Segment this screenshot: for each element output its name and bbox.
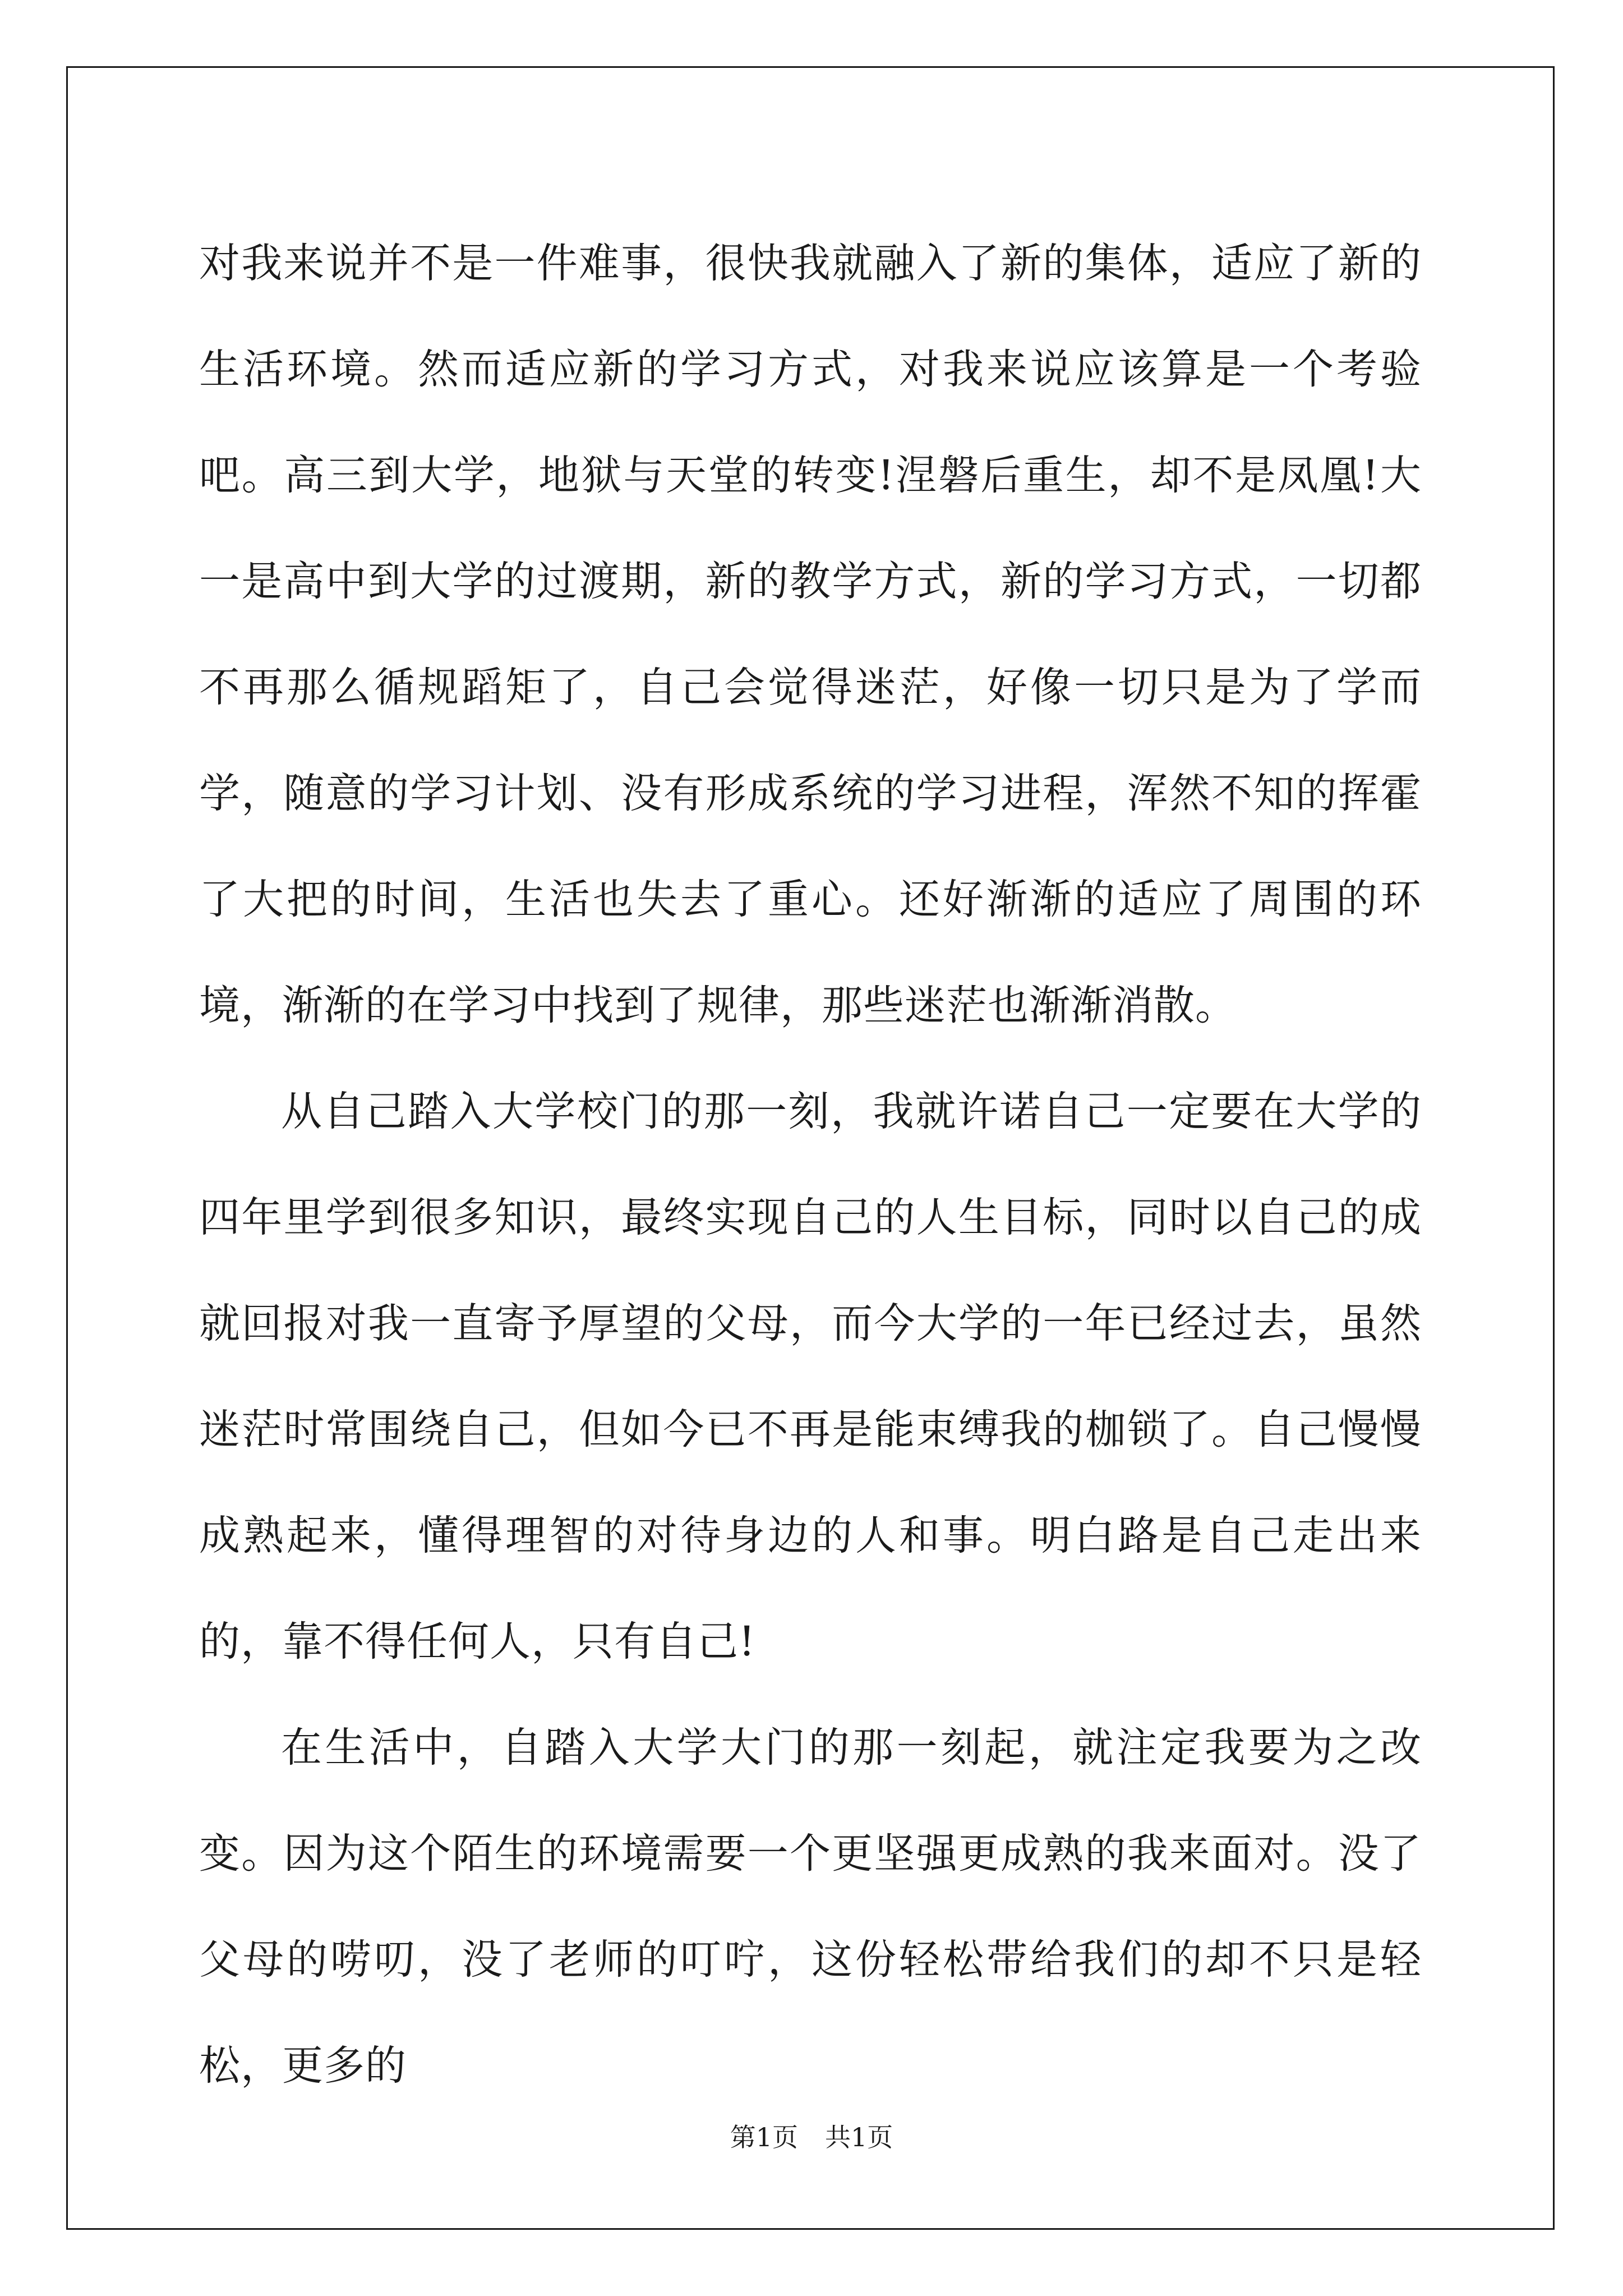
paragraph-3: 在生活中，自踏入大学大门的那一刻起，就注定我要为之改变。因为这个陌生的环境需要一个更坚强更成熟的我来面对。没了父母的唠叨，没了老师的叮咛，这份轻松带给我们的却不只是轻松，更多的 [199,1724,1422,2090]
page-footer [0,2120,1623,2154]
paragraph-2: 从自己踏入大学校门的那一刻，我就许诺自己一定要在大学的四年里学到很多知识，最终实现自己的人生目标，同时以自己的成就回报对我一直寄予厚望的父母，而今大学的一年已经过去，虽然迷茫时常围绕自己，但如今已不再是能束缚我的枷锁了。自己慢慢成熟起来，懂得理智的对待身边的人和事。明白路是自己走出来的，靠不得任何人，只有自己! [199,1088,1422,1665]
document-body [199,210,1422,2119]
page-number-total: 共1页 [825,2122,893,2152]
page-number-current: 第1页 [730,2122,798,2152]
paragraph-1: 对我来说并不是一件难事，很快我就融入了新的集体，适应了新的生活环境。然而适应新的学习方式，对我来说应该算是一个考验吧。高三到大学，地狱与天堂的转变!涅磐后重生，却不是凤凰!大一是高中到大学的过渡期，新的教学方式，新的学习方式，一切都不再那么循规蹈矩了，自己会觉得迷茫，好像一切只是为了学而学，随意的学习计划、没有形成系统的学习进程，浑然不知的挥霍了大把的时间，生活也失去了重心。还好渐渐的适应了周围的环境，渐渐的在学习中找到了规律，那些迷茫也渐渐消散。 [199,240,1422,1029]
